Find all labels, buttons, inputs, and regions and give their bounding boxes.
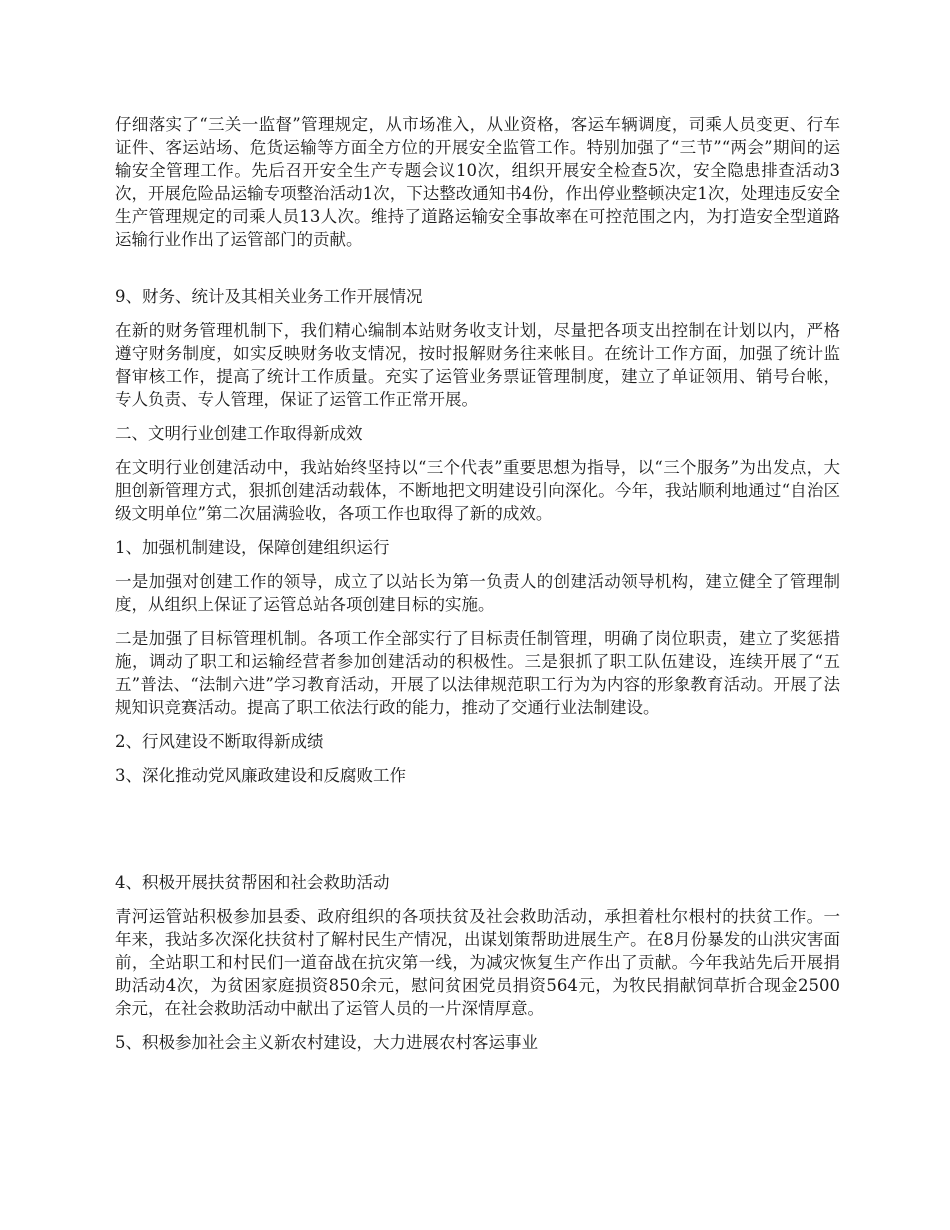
paragraph-safety-supervision: 仔细落实了“三关一监督”管理规定，从市场准入，从业资格，客运车辆调度，司乘人员变更、行车证件、客运站场、危货运输等方面全方位的开展安全监管工作。特别加强了“三节”“两会”期间的运输安全管理工作。先后召开安全生产专题会议10次，组织开展安全检查5次，安全隐患排查活动3次，开展危险品运输专项整治活动1次，下达整改通知书4份，作出停业整顿决定1次，处理违反安全生产管理规定的司乘人员13人次。维持了道路运输安全事故率在可控范围之内，为打造安全型道路运输行业作出了运管部门的贡献。 — [115, 115, 840, 249]
paragraph-target-management: 二是加强了目标管理机制。各项工作全部实行了目标责任制管理，明确了岗位职责，建立了奖惩措施，调动了职工和运输经营者参加创建活动的积极性。三是狠抓了职工队伍建设，连续开展了“五五”普法、“法制六进”学习教育活动，开展了以法律规范职工行为为内容的形象教育活动。开展了法规知识竞赛活动。提高了职工依法行政的能力，推动了交通行业法制建设。 — [115, 629, 840, 717]
heading-industry-style: 2、行风建设不断取得新成绩 — [115, 732, 324, 751]
heading-finance-statistics: 9、财务、统计及其相关业务工作开展情况 — [115, 287, 423, 306]
document-body — [115, 113, 840, 1065]
heading-poverty-relief: 4、积极开展扶贫帮困和社会救助活动 — [115, 873, 390, 892]
heading-anti-corruption: 3、深化推动党风廉政建设和反腐败工作 — [115, 766, 406, 785]
heading-new-countryside: 5、积极参加社会主义新农村建设，大力进展农村客运事业 — [115, 1033, 538, 1052]
paragraph-civilized-industry: 在文明行业创建活动中，我站始终坚持以“三个代表”重要思想为指导，以“三个服务”为出发点，大胆创新管理方式，狠抓创建活动载体，不断地把文明建设引向深化。今年，我站顺利地通过“自治区级文明单位”第二次届满验收，各项工作也取得了新的成效。 — [115, 458, 840, 523]
paragraph-leadership: 一是加强对创建工作的领导，成立了以站长为第一负责人的创建活动领导机构，建立健全了管理制度，从组织上保证了运管总站各项创建目标的实施。 — [115, 572, 840, 614]
paragraph-finance: 在新的财务管理机制下，我们精心编制本站财务收支计划，尽量把各项支出控制在计划以内，严格遵守财务制度，如实反映财务收支情况，按时报解财务往来帐目。在统计工作方面，加强了统计监督审核工作，提高了统计工作质量。充实了运管业务票证管理制度，建立了单证领用、销号台帐，专人负责、专人管理，保证了运管工作正常开展。 — [115, 321, 840, 409]
paragraph-poverty-relief: 青河运管站积极参加县委、政府组织的各项扶贫及社会救助活动，承担着杜尔根村的扶贫工作。一年来，我站多次深化扶贫村了解村民生产情况，出谋划策帮助进展生产。在8月份暴发的山洪灾害面前，全站职工和村民们一道奋战在抗灾第一线，为减灾恢复生产作出了贡献。今年我站先后开展捐助活动4次，为贫困家庭损资850余元，慰问贫困党员捐资564元，为牧民捐献饲草折合现金2500余元，在社会救助活动中献出了运管人员的一片深情厚意。 — [115, 907, 840, 1018]
heading-civilized-industry: 二、文明行业创建工作取得新成效 — [115, 424, 363, 443]
heading-mechanism-building: 1、加强机制建设，保障创建组织运行 — [115, 538, 390, 557]
